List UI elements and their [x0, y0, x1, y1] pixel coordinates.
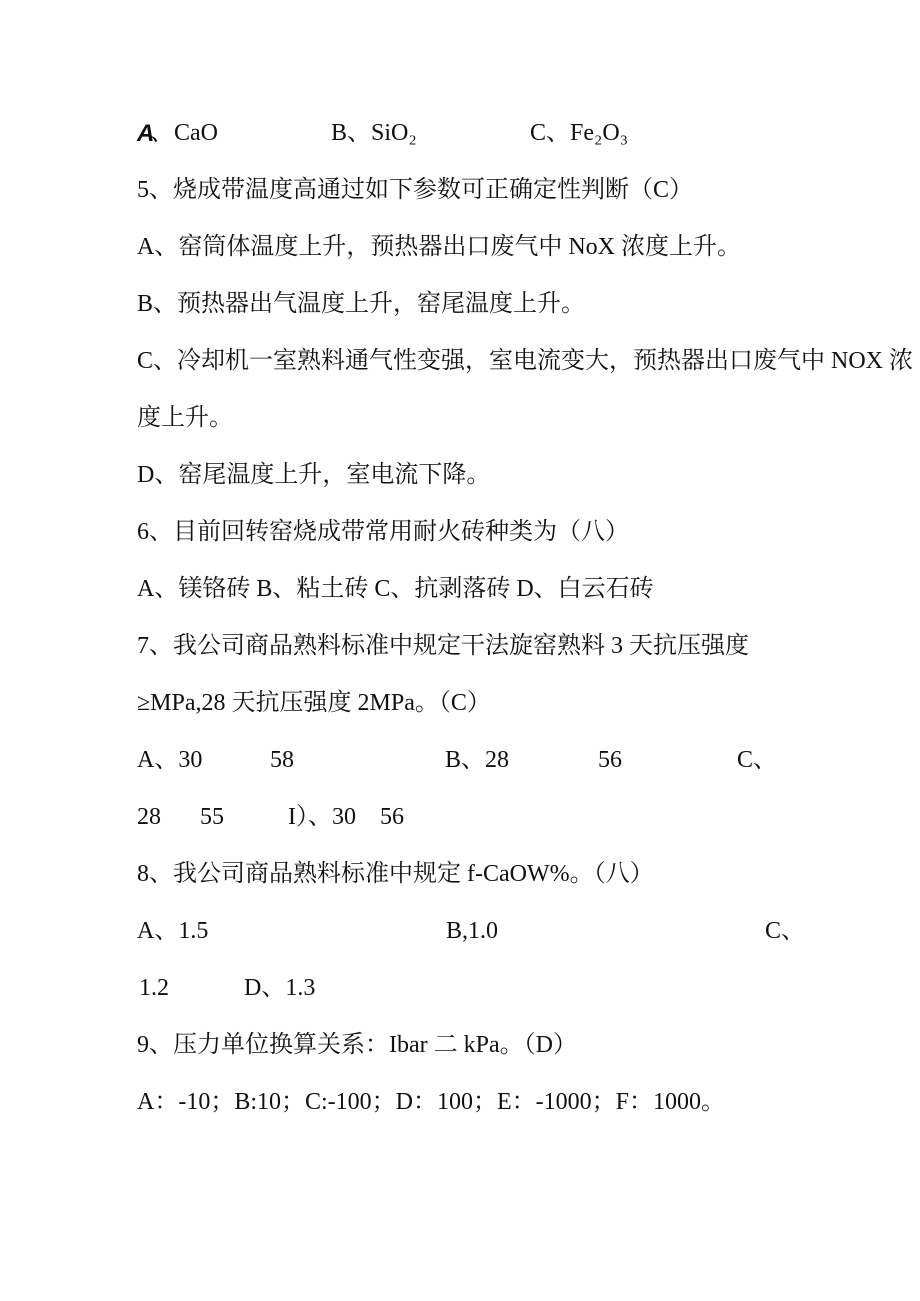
question6-stem-seg: 6、目前回转窑烧成带常用耐火砖种类为（八） [137, 519, 629, 545]
question7-options-row2-seg: 28 [137, 804, 161, 830]
question7-stem-cont [137, 675, 797, 732]
question4-options-seg: B、SiO₂ [331, 120, 417, 146]
text-block [137, 105, 914, 1131]
question7-options-row1-seg: C、 [737, 747, 778, 773]
question8-stem [137, 846, 797, 903]
question4-options-seg: A [137, 120, 155, 147]
question8-options-row1-seg: B,1.0 [446, 918, 499, 944]
question4-options-seg: 、CaO [150, 120, 218, 146]
question7-stem-seg: 7、我公司商品熟料标准中规定干法旋窑熟料 3 天抗压强度 [137, 633, 749, 659]
question8-options-row1 [137, 903, 806, 960]
question7-options-row1-seg: 56 [598, 747, 622, 773]
question8-stem-seg: 8、我公司商品熟料标准中规定 f-CaOW%。（八） [137, 861, 654, 887]
question5-stem-seg: 5、烧成带温度高通过如下参数可正确定性判断（C） [137, 177, 694, 203]
question6-options [137, 561, 797, 618]
question8-options-row1-seg: C、 [765, 918, 806, 944]
question5-option-d-seg: D、窑尾温度上升，室电流下降。 [137, 462, 491, 488]
question5-option-c-cont-seg: 度上升。 [137, 405, 233, 431]
question7-options-row1 [137, 732, 797, 789]
question5-option-a [137, 219, 797, 276]
question5-option-b [137, 276, 797, 333]
question7-options-row1-seg: B、28 [445, 747, 510, 773]
question6-options-seg: A、镁铬砖 B、粘土砖 C、抗剥落砖 D、白云石砖 [137, 576, 654, 602]
question7-options-row2-seg: 56 [380, 804, 404, 830]
question7-stem-cont-seg: ≥MPa,28 天抗压强度 2MPa。（C） [137, 690, 491, 716]
question9-stem [137, 1017, 797, 1074]
question5-option-a-seg: A、窑筒体温度上升，预热器出口废气中 NoX 浓度上升。 [137, 234, 741, 260]
question4-options [137, 105, 797, 162]
question5-option-c [137, 333, 914, 390]
question7-options-row1-seg: 58 [270, 747, 294, 773]
question7-options-row2 [137, 789, 797, 846]
question7-options-row1-seg: A、30 [137, 747, 203, 773]
question7-options-row2-seg: I）、30 [288, 804, 356, 830]
question5-option-c-cont [137, 390, 797, 447]
question7-options-row2-seg: 55 [200, 804, 224, 830]
question5-option-c-seg: C、冷却机一室熟料通气性变强，室电流变大，预热器出口废气中 NOX 浓 [137, 348, 914, 374]
question8-options-row1-seg: A、1.5 [137, 918, 209, 944]
question8-options-row2-seg: 1.2 [139, 975, 169, 1001]
question9-stem-seg: 9、压力单位换算关系：Ibar 二 kPa。（D） [137, 1032, 577, 1058]
question5-option-b-seg: B、预热器出气温度上升，窑尾温度上升。 [137, 291, 586, 317]
question6-stem [137, 504, 797, 561]
question8-options-row2 [137, 960, 797, 1017]
question8-options-row2-seg: D、1.3 [244, 975, 316, 1001]
question7-stem [137, 618, 797, 675]
question9-options-seg: A：-10；B:10；C:-100；D：100；E：-1000；F：1000。 [137, 1089, 725, 1115]
question5-option-d [137, 447, 797, 504]
question5-stem [137, 162, 797, 219]
question9-options [137, 1074, 797, 1131]
question4-options-seg: C、Fe₂O₃ [530, 120, 629, 146]
